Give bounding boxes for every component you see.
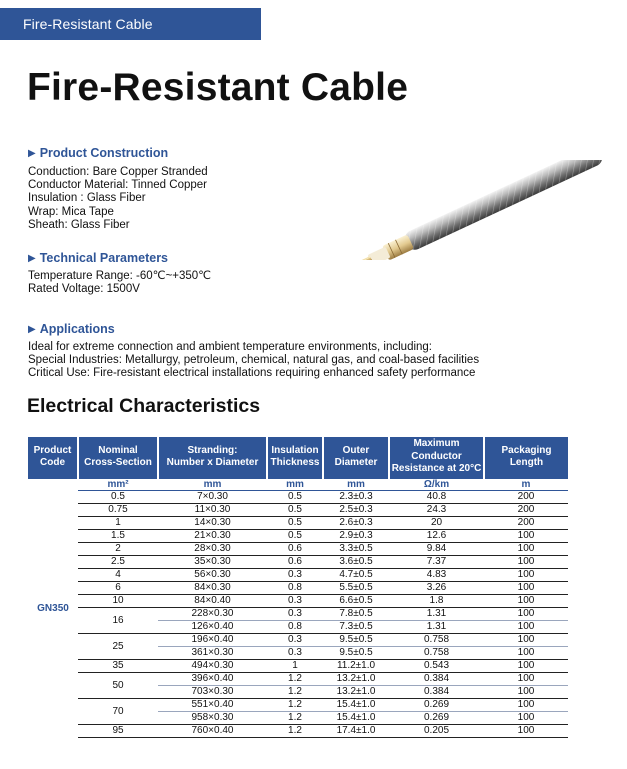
cell-resistance: 9.84 <box>389 543 484 556</box>
cell-resistance: 0.269 <box>389 699 484 712</box>
cell-section: 25 <box>78 634 158 660</box>
cell-insulation: 1.2 <box>267 673 323 686</box>
table-row <box>28 673 568 686</box>
triangle-bullet-icon: ▶ <box>28 253 36 264</box>
cell-insulation: 0.3 <box>267 595 323 608</box>
cell-section: 50 <box>78 673 158 699</box>
header-cross-section: Nominal Cross-Section <box>78 437 158 478</box>
cell-resistance: 0.758 <box>389 634 484 647</box>
cell-stranding: 228×0.30 <box>158 608 267 621</box>
cell-insulation: 0.3 <box>267 634 323 647</box>
cell-packaging: 100 <box>484 582 568 595</box>
technical-line: Rated Voltage: 1500V <box>28 283 140 296</box>
cell-packaging: 100 <box>484 530 568 543</box>
cell-packaging: 100 <box>484 686 568 699</box>
technical-heading: ▶ Technical Parameters <box>28 251 169 265</box>
cell-resistance: 0.205 <box>389 725 484 738</box>
table-row <box>28 660 568 673</box>
cell-stranding: 126×0.40 <box>158 621 267 634</box>
cell-insulation: 0.5 <box>267 491 323 504</box>
table-row <box>28 517 568 530</box>
cell-stranding: 84×0.40 <box>158 595 267 608</box>
cell-packaging: 100 <box>484 660 568 673</box>
cell-stranding: 958×0.30 <box>158 712 267 725</box>
cell-stranding: 760×0.40 <box>158 725 267 738</box>
cell-insulation: 0.3 <box>267 608 323 621</box>
header-product-code: Product Code <box>28 437 78 478</box>
construction-heading: ▶ Product Construction <box>28 146 169 160</box>
cell-outer: 2.5±0.3 <box>323 504 389 517</box>
table-row <box>28 595 568 608</box>
cell-outer: 9.5±0.5 <box>323 634 389 647</box>
cell-packaging: 200 <box>484 504 568 517</box>
cell-outer: 7.3±0.5 <box>323 621 389 634</box>
cell-outer: 9.5±0.5 <box>323 647 389 660</box>
cell-outer: 4.7±0.5 <box>323 569 389 582</box>
technical-line: Temperature Range: -60℃~+350℃ <box>28 270 212 282</box>
cell-packaging: 100 <box>484 543 568 556</box>
cell-outer: 5.5±0.5 <box>323 582 389 595</box>
cell-packaging: 100 <box>484 725 568 738</box>
cell-stranding: 28×0.30 <box>158 543 267 556</box>
cell-resistance: 1.31 <box>389 621 484 634</box>
cell-stranding: 396×0.40 <box>158 673 267 686</box>
cell-packaging: 100 <box>484 595 568 608</box>
cell-packaging: 200 <box>484 491 568 504</box>
table-row <box>28 569 568 582</box>
cell-section: 0.75 <box>78 504 158 517</box>
cell-insulation: 0.5 <box>267 504 323 517</box>
header-resistance: Maximum Conductor Resistance at 20°C <box>389 437 484 478</box>
cell-outer: 13.2±1.0 <box>323 686 389 699</box>
unit-cell: m <box>484 478 568 491</box>
cell-resistance: 7.37 <box>389 556 484 569</box>
cell-packaging: 100 <box>484 556 568 569</box>
product-code-cell: GN350 <box>28 478 78 738</box>
cell-resistance: 0.269 <box>389 712 484 725</box>
cell-insulation: 1.2 <box>267 725 323 738</box>
cell-resistance: 4.83 <box>389 569 484 582</box>
cell-stranding: 14×0.30 <box>158 517 267 530</box>
cell-packaging: 100 <box>484 634 568 647</box>
cell-insulation: 0.8 <box>267 582 323 595</box>
cell-insulation: 0.6 <box>267 556 323 569</box>
table-row <box>28 543 568 556</box>
cell-section: 70 <box>78 699 158 725</box>
cell-stranding: 35×0.30 <box>158 556 267 569</box>
cell-insulation: 0.3 <box>267 647 323 660</box>
cell-outer: 2.9±0.3 <box>323 530 389 543</box>
cell-resistance: 12.6 <box>389 530 484 543</box>
construction-line: Conduction: Bare Copper Stranded <box>28 166 208 178</box>
cell-section: 95 <box>78 725 158 738</box>
cell-packaging: 100 <box>484 621 568 634</box>
applications-list <box>28 341 479 381</box>
unit-cell: mm <box>323 478 389 491</box>
cell-outer: 15.4±1.0 <box>323 699 389 712</box>
cell-section: 1 <box>78 517 158 530</box>
units-row <box>28 478 568 491</box>
table-row <box>28 504 568 517</box>
cell-resistance: 1.8 <box>389 595 484 608</box>
table-row <box>28 725 568 738</box>
cell-resistance: 0.384 <box>389 686 484 699</box>
unit-cell: mm <box>158 478 267 491</box>
cell-outer: 2.6±0.3 <box>323 517 389 530</box>
cell-section: 0.5 <box>78 491 158 504</box>
cell-packaging: 100 <box>484 647 568 660</box>
cell-section: 2.5 <box>78 556 158 569</box>
cell-resistance: 1.31 <box>389 608 484 621</box>
header-insulation: Insulation Thickness <box>267 437 323 478</box>
cell-insulation: 1.2 <box>267 712 323 725</box>
cell-section: 35 <box>78 660 158 673</box>
header-outer-diameter: Outer Diameter <box>323 437 389 478</box>
table-row <box>28 556 568 569</box>
cell-insulation: 1 <box>267 660 323 673</box>
cell-outer: 6.6±0.5 <box>323 595 389 608</box>
table-row <box>28 582 568 595</box>
electrical-table <box>28 437 568 738</box>
cell-insulation: 0.5 <box>267 517 323 530</box>
triangle-bullet-icon: ▶ <box>28 324 36 335</box>
cell-resistance: 3.26 <box>389 582 484 595</box>
cell-stranding: 196×0.40 <box>158 634 267 647</box>
cell-insulation: 0.3 <box>267 569 323 582</box>
cell-stranding: 84×0.30 <box>158 582 267 595</box>
cell-outer: 15.4±1.0 <box>323 712 389 725</box>
construction-list <box>28 166 208 232</box>
construction-line: Insulation : Glass Fiber <box>28 192 146 205</box>
table-header-row <box>28 437 568 478</box>
cell-insulation: 1.2 <box>267 686 323 699</box>
cell-stranding: 7×0.30 <box>158 491 267 504</box>
table-row <box>28 608 568 621</box>
cell-stranding: 11×0.30 <box>158 504 267 517</box>
cable-illustration <box>330 160 615 260</box>
cell-outer: 3.6±0.5 <box>323 556 389 569</box>
technical-list <box>28 270 211 296</box>
cell-stranding: 21×0.30 <box>158 530 267 543</box>
cell-stranding: 494×0.30 <box>158 660 267 673</box>
header-packaging: Packaging Length <box>484 437 568 478</box>
cell-packaging: 100 <box>484 673 568 686</box>
cell-packaging: 100 <box>484 712 568 725</box>
cell-packaging: 100 <box>484 569 568 582</box>
page-title: Fire-Resistant Cable <box>27 66 409 109</box>
triangle-bullet-icon: ▶ <box>28 148 36 159</box>
cell-resistance: 24.3 <box>389 504 484 517</box>
applications-line: Special Industries: Metallurgy, petroleum, chemical, natural gas, and coal-based facilities <box>28 354 480 367</box>
cell-resistance: 0.543 <box>389 660 484 673</box>
table-row <box>28 530 568 543</box>
category-banner-label: Fire-Resistant Cable <box>23 16 153 32</box>
cell-stranding: 703×0.30 <box>158 686 267 699</box>
cell-stranding: 361×0.30 <box>158 647 267 660</box>
table-row <box>28 699 568 712</box>
cell-section: 10 <box>78 595 158 608</box>
cell-outer: 3.3±0.5 <box>323 543 389 556</box>
cell-insulation: 0.8 <box>267 621 323 634</box>
cell-section: 2 <box>78 543 158 556</box>
cell-outer: 13.2±1.0 <box>323 673 389 686</box>
unit-cell: Ω/km <box>389 478 484 491</box>
construction-line: Conductor Material: Tinned Copper <box>28 179 207 192</box>
electrical-title: Electrical Characteristics <box>27 395 261 417</box>
cell-outer: 11.2±1.0 <box>323 660 389 673</box>
cell-packaging: 100 <box>484 699 568 712</box>
unit-cell: mm² <box>78 478 158 491</box>
cell-stranding: 56×0.30 <box>158 569 267 582</box>
cell-insulation: 0.6 <box>267 543 323 556</box>
construction-line: Wrap: Mica Tape <box>28 205 114 218</box>
construction-line: Sheath: Glass Fiber <box>28 218 130 231</box>
cell-resistance: 0.384 <box>389 673 484 686</box>
cell-section: 1.5 <box>78 530 158 543</box>
applications-line: Ideal for extreme connection and ambient temperature environments, including: <box>28 341 433 353</box>
cell-outer: 17.4±1.0 <box>323 725 389 738</box>
cell-stranding: 551×0.40 <box>158 699 267 712</box>
cell-resistance: 40.8 <box>389 491 484 504</box>
cell-insulation: 0.5 <box>267 530 323 543</box>
cell-outer: 2.3±0.3 <box>323 491 389 504</box>
category-banner <box>0 8 261 40</box>
cell-section: 16 <box>78 608 158 634</box>
table-row <box>28 491 568 504</box>
header-stranding: Stranding: Number x Diameter <box>158 437 267 478</box>
cell-outer: 7.8±0.5 <box>323 608 389 621</box>
cell-resistance: 0.758 <box>389 647 484 660</box>
applications-heading: ▶ Applications <box>28 322 115 336</box>
cell-section: 6 <box>78 582 158 595</box>
cell-packaging: 100 <box>484 608 568 621</box>
applications-line: Critical Use: Fire-resistant electrical installations requiring enhanced safety performance <box>28 367 476 380</box>
cell-resistance: 20 <box>389 517 484 530</box>
unit-cell: mm <box>267 478 323 491</box>
cell-insulation: 1.2 <box>267 699 323 712</box>
cell-section: 4 <box>78 569 158 582</box>
table-row <box>28 634 568 647</box>
cell-packaging: 200 <box>484 517 568 530</box>
